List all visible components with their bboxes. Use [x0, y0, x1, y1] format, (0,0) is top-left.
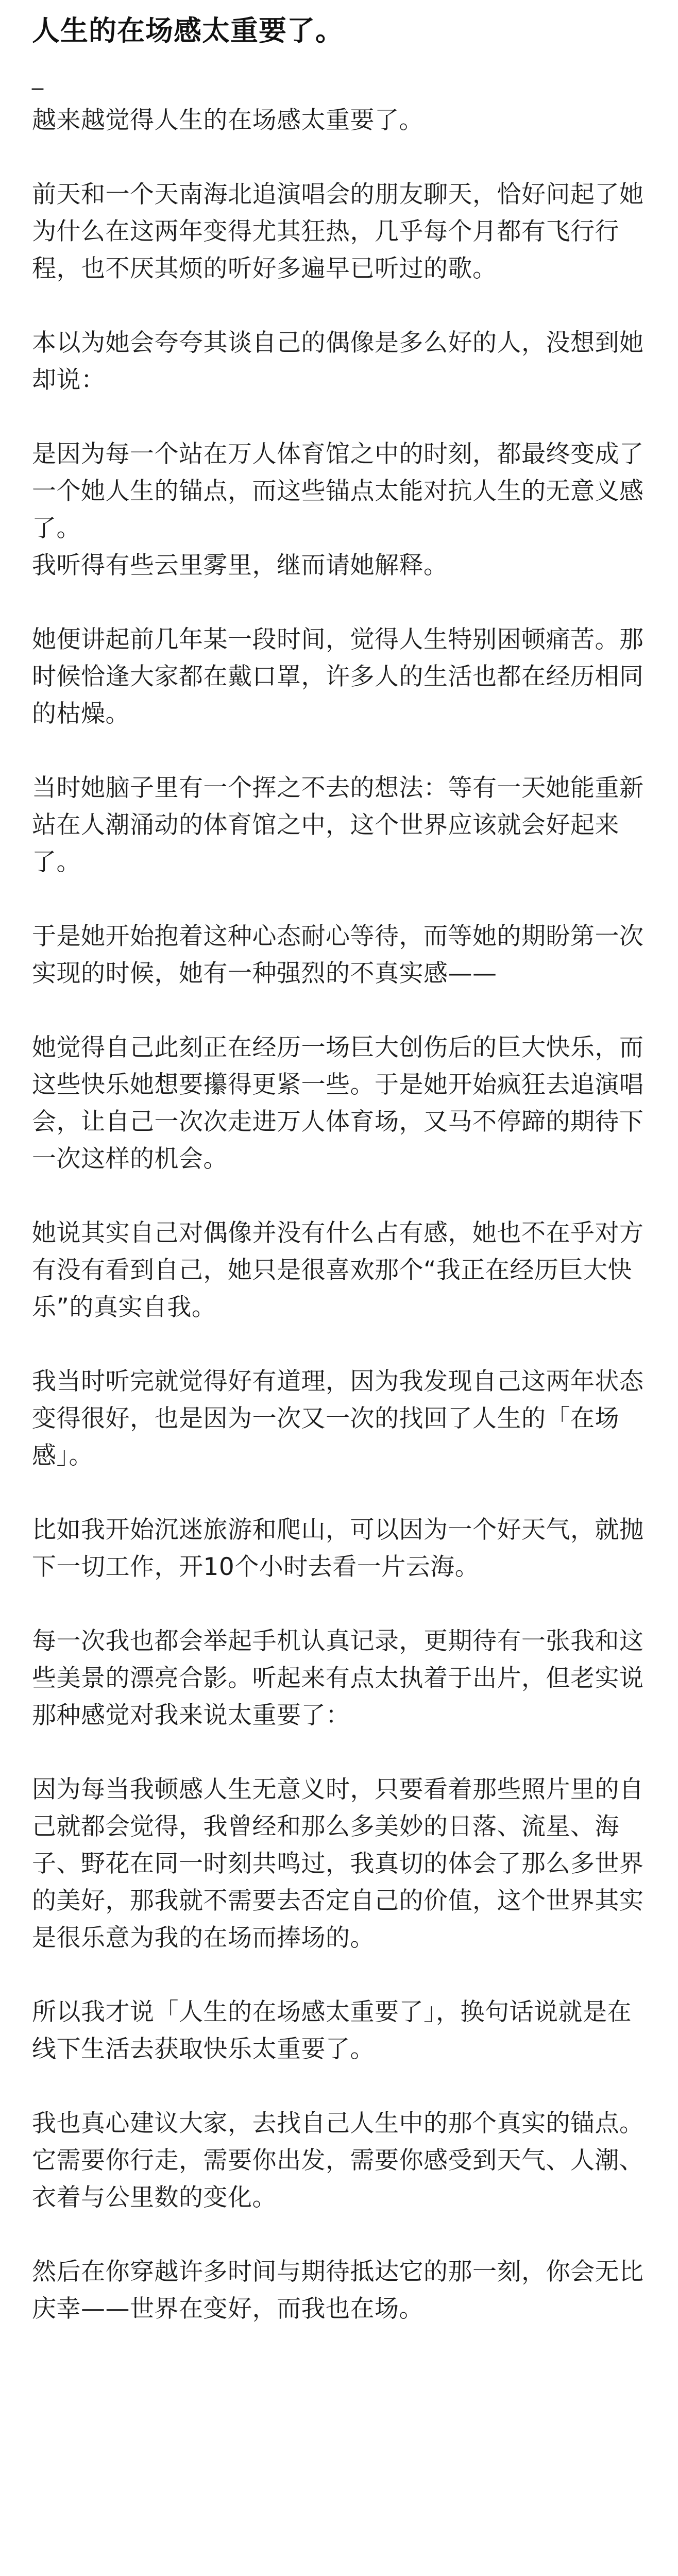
title-separator: _	[32, 64, 43, 90]
article-paragraph	[32, 1029, 646, 1178]
paragraph-line: 比如我开始沉迷旅游和爬山，可以因为一个好天气，就抛下一切工作，开10个小时去看一片云海。	[32, 1516, 644, 1581]
paragraph-line: 她便讲起前几年某一段时间，觉得人生特别困顿痛苦。那时候恰逢大家都在戴口罩，许多人的生活也都在经历相同的枯燥。	[32, 625, 644, 728]
paragraph-line: 越来越觉得人生的在场感太重要了。	[32, 106, 423, 134]
article-paragraph	[32, 770, 646, 881]
article-paragraph	[32, 1623, 646, 1734]
article-paragraph	[32, 436, 646, 584]
paragraph-line: 前天和一个天南海北追演唱会的朋友聊天，恰好问起了她为什么在这两年变得尤其狂热，几乎每个月都有飞行行程，也不厌其烦的听好多遍早已听过的歌。	[32, 180, 644, 283]
article-paragraph	[32, 2253, 646, 2328]
paragraph-line: 因为每当我顿感人生无意义时，只要看着那些照片里的自己就都会觉得，我曾经和那么多美妙的日落、流星、海子、野花在同一时刻共鸣过，我真切的体会了那么多世界的美好，那我就不需要去否定自己的价值，这个世界其实是很乐意为我的在场而捧场的。	[32, 1775, 644, 1952]
article-paragraph	[32, 1215, 646, 1326]
article-body	[32, 102, 646, 2328]
article-paragraph	[32, 2105, 646, 2216]
article-title: 人生的在场感太重要了。	[32, 14, 344, 47]
article-paragraph	[32, 621, 646, 733]
paragraph-line: 我当时听完就觉得好有道理，因为我发现自己这两年状态变得很好，也是因为一次又一次的找回了人生的「在场感」。	[32, 1367, 644, 1470]
paragraph-line: 当时她脑子里有一个挥之不去的想法：等有一天她能重新站在人潮涌动的体育馆之中，这个世界应该就会好起来了。	[32, 774, 644, 876]
article-paragraph	[32, 1363, 646, 1475]
article-paragraph	[32, 918, 646, 992]
paragraph-line: 我也真心建议大家，去找自己人生中的那个真实的锚点。它需要你行走，需要你出发，需要你感受到天气、人潮、衣着与公里数的变化。	[32, 2109, 644, 2212]
article-paragraph	[32, 1771, 646, 1957]
paragraph-line: 是因为每一个站在万人体育馆之中的时刻，都最终变成了一个她人生的锚点，而这些锚点太能对抗人生的无意义感了。	[32, 440, 644, 543]
paragraph-line: 每一次我也都会举起手机认真记录，更期待有一张我和这些美景的漂亮合影。听起来有点太执着于出片，但老实说那种感觉对我来说太重要了：	[32, 1627, 644, 1730]
paragraph-line: 她说其实自己对偶像并没有什么占有感，她也不在乎对方有没有看到自己，她只是很喜欢那个“我正在经历巨大快乐”的真实自我。	[32, 1219, 644, 1321]
paragraph-line: 我听得有些云里雾里，继而请她解释。	[32, 551, 448, 580]
paragraph-line: 本以为她会夸夸其谈自己的偶像是多么好的人，没想到她却说：	[32, 329, 644, 394]
paragraph-line: 所以我才说「人生的在场感太重要了」，换句话说就是在线下生活去获取快乐太重要了。	[32, 1998, 632, 2063]
article-paragraph	[32, 1994, 646, 2068]
article-paragraph	[32, 1512, 646, 1586]
paragraph-line: 她觉得自己此刻正在经历一场巨大创伤后的巨大快乐，而这些快乐她想要攥得更紧一些。于是她开始疯狂去追演唱会，让自己一次次走进万人体育场，又马不停蹄的期待下一次这样的机会。	[32, 1033, 644, 1173]
paragraph-line: 然后在你穿越许多时间与期待抵达它的那一刻，你会无比庆幸——世界在变好，而我也在场。	[32, 2258, 644, 2323]
article-paragraph	[32, 176, 646, 287]
article-paragraph	[32, 325, 646, 399]
paragraph-line: 于是她开始抱着这种心态耐心等待，而等她的期盼第一次实现的时候，她有一种强烈的不真实感——	[32, 922, 644, 988]
article-paragraph	[32, 102, 646, 139]
